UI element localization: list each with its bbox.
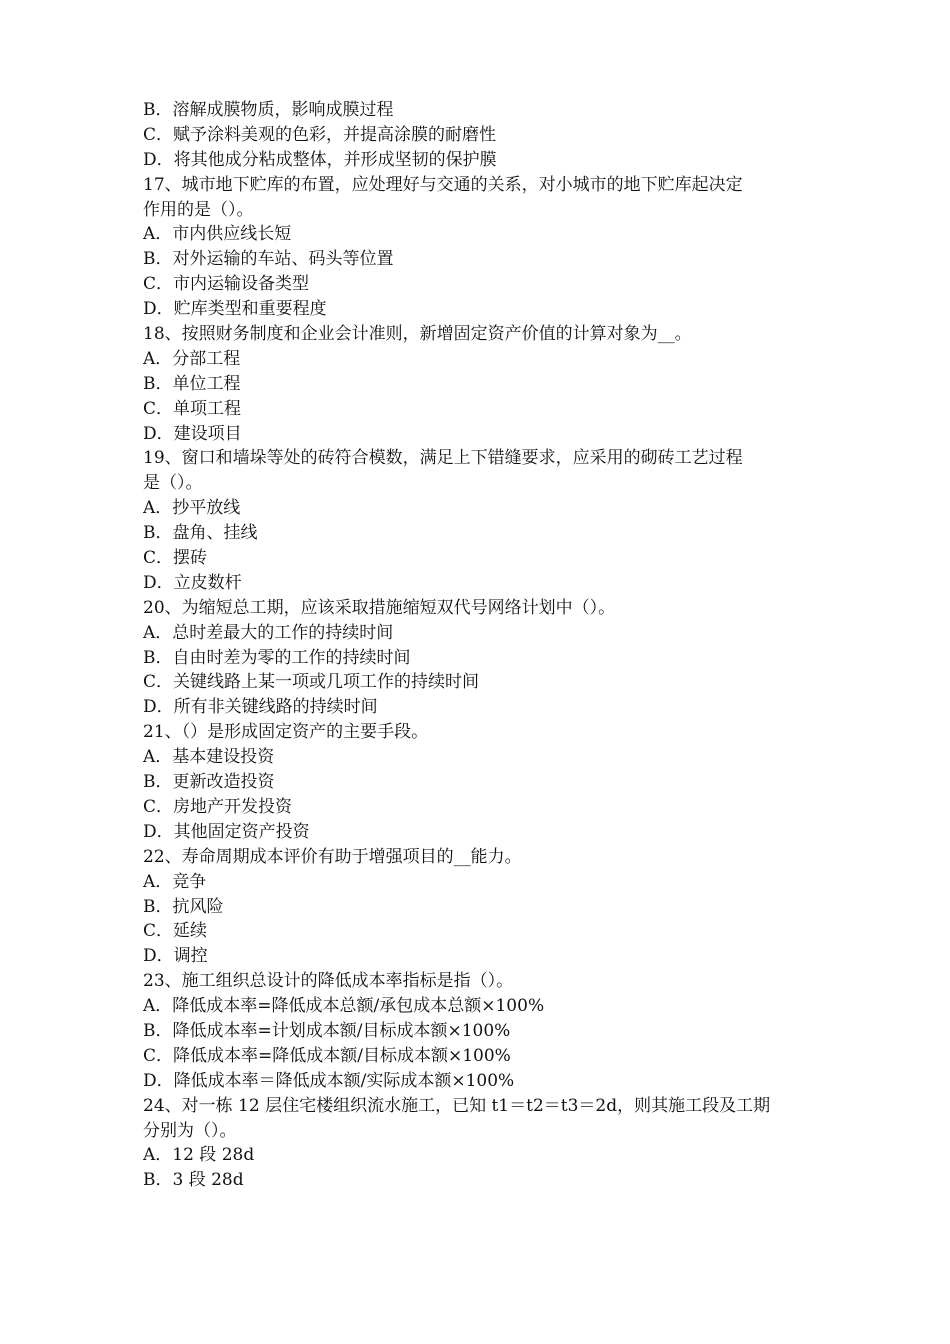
option-line: D．调控 — [143, 946, 208, 967]
text-line: C．赋予涂料美观的色彩，并提高涂膜的耐磨性 — [143, 124, 497, 145]
text-line: B．溶解成膜物质，影响成膜过程 — [143, 100, 394, 120]
question-20: 20、为缩短总工期，应该采取措施缩短双代号网络计划中（）。 — [143, 597, 616, 618]
option-line: A．降低成本率=降低成本总额/承包成本总额×100% — [143, 996, 545, 1017]
option-line: B．抗风险 — [143, 896, 224, 917]
option-line: A．抄平放线 — [143, 498, 241, 519]
option-line: D．所有非关键线路的持续时间 — [143, 697, 378, 718]
text-line: 分别为（）。 — [143, 1120, 237, 1141]
text-line: D．将其他成分粘成整体，并形成坚韧的保护膜 — [143, 149, 497, 170]
option-line: A．分部工程 — [143, 348, 241, 369]
question-24: 24、对一栋 12 层住宅楼组织流水施工，已知 t1＝t2＝t3＝2d，则其施工段及工期 — [143, 1095, 771, 1116]
option-line: B．自由时差为零的工作的持续时间 — [143, 647, 411, 668]
option-line: B．单位工程 — [143, 373, 241, 394]
option-line: C．降低成本率=降低成本额/目标成本额×100% — [143, 1045, 511, 1066]
option-line: A．市内供应线长短 — [143, 224, 292, 245]
option-line: D．立皮数杆 — [143, 572, 242, 593]
option-line: B．更新改造投资 — [143, 772, 275, 793]
option-line: B．3 段 28d — [143, 1170, 244, 1191]
text-line: 是（）。 — [143, 473, 203, 494]
option-line: B．对外运输的车站、码头等位置 — [143, 249, 394, 270]
question-21: 21、（）是形成固定资产的主要手段。 — [143, 722, 429, 743]
option-line: C．延续 — [143, 921, 208, 942]
text-line: 作用的是（）。 — [143, 199, 254, 220]
question-23: 23、施工组织总设计的降低成本率指标是指（）。 — [143, 971, 514, 992]
option-line: B．降低成本率=计划成本额/目标成本额×100% — [143, 1020, 511, 1041]
document-body — [143, 98, 815, 1193]
option-line: C．市内运输设备类型 — [143, 274, 310, 295]
option-line: C．关键线路上某一项或几项工作的持续时间 — [143, 672, 480, 693]
option-line: A．基本建设投资 — [143, 747, 275, 768]
option-line: C．房地产开发投资 — [143, 796, 293, 817]
option-line: D．降低成本率＝降低成本额/实际成本额×100% — [143, 1070, 515, 1091]
option-line: C．摆砖 — [143, 548, 208, 569]
option-line: C．单项工程 — [143, 398, 242, 419]
question-22: 22、寿命周期成本评价有助于增强项目的__能力。 — [143, 846, 522, 867]
question-19: 19、窗口和墙垛等处的砖符合模数，满足上下错缝要求，应采用的砌砖工艺过程 — [143, 448, 743, 469]
option-line: A．总时差最大的工作的持续时间 — [143, 622, 394, 643]
option-line: D．贮库类型和重要程度 — [143, 299, 327, 320]
option-line: D．其他固定资产投资 — [143, 821, 310, 842]
question-17: 17、城市地下贮库的布置，应处理好与交通的关系，对小城市的地下贮库起决定 — [143, 174, 743, 195]
option-line: A．12 段 28d — [143, 1145, 255, 1166]
option-line: B．盘角、挂线 — [143, 523, 258, 544]
question-18: 18、按照财务制度和企业会计准则，新增固定资产价值的计算对象为__。 — [143, 324, 692, 345]
option-line: D．建设项目 — [143, 423, 242, 444]
option-line: A．竞争 — [143, 871, 207, 892]
